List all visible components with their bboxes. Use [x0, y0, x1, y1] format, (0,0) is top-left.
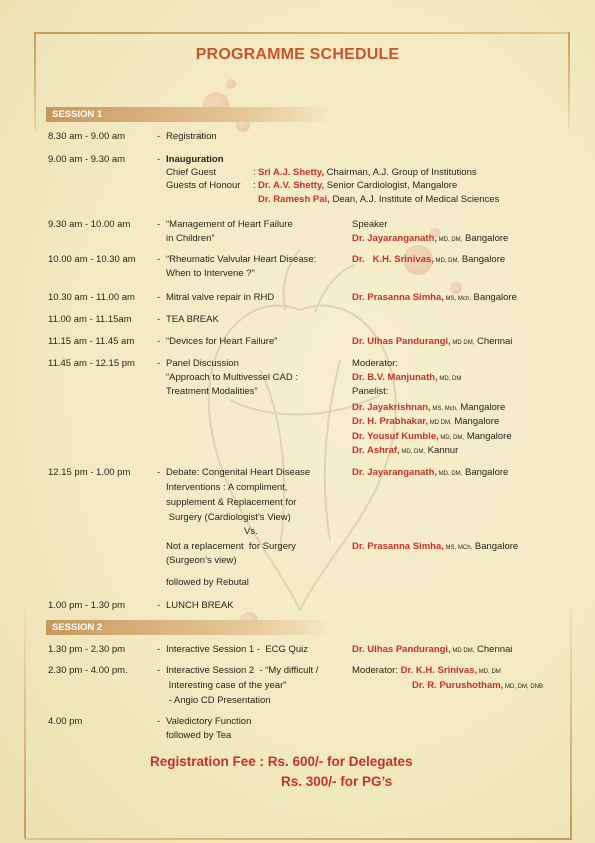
- row-description-cont: followed by Rebutal: [166, 577, 249, 588]
- moderator-qualification: MD, DM: [437, 376, 462, 382]
- panelist: [352, 430, 512, 445]
- speaker-qualification: MS, MCh,: [443, 545, 473, 551]
- decor-bubble: [226, 79, 236, 89]
- speaker: [352, 540, 518, 555]
- row-time: 1.00 pm - 1.30 pm: [48, 600, 126, 611]
- row-description: TEA BREAK: [166, 314, 219, 325]
- panelist: [352, 401, 505, 416]
- moderator-2: [412, 679, 543, 694]
- speaker-role: Speaker: [352, 219, 388, 230]
- chief-guest-colon: :: [253, 167, 256, 178]
- speaker: [352, 466, 508, 481]
- row-description-cont: Interesting case of the year”: [166, 680, 287, 691]
- panelist-qualification: MD DM,: [428, 420, 452, 426]
- speaker-name: Dr. K.H. Srinivas,: [352, 254, 434, 265]
- row-dash: -: [157, 716, 161, 727]
- speaker-place: Bangalore: [472, 541, 519, 552]
- speaker-qualification: MD, DM,: [433, 258, 460, 264]
- speaker-place: Bangalore: [470, 292, 517, 303]
- row-description: Mitral valve repair in RHD: [166, 292, 275, 303]
- speaker-name: Dr. Jayaranganath,: [352, 467, 438, 478]
- row-description: Debate: Congenital Heart Disease: [166, 467, 311, 478]
- chief-guest-detail: Chairman, A.J. Group of Institutions: [324, 167, 477, 178]
- speaker-name: Dr. Ulhas Pandurangi,: [352, 644, 451, 655]
- speaker-place: Chennai: [474, 336, 513, 347]
- speaker: [352, 643, 512, 658]
- panelist-place: Mangalore: [451, 416, 500, 427]
- speaker-name: Dr. Prasanna Simha,: [352, 292, 444, 303]
- moderator: [352, 664, 501, 679]
- speaker-place: Bangalore: [459, 254, 506, 265]
- guest-honour-2-detail: Dean, A.J. Institute of Medical Sciences: [329, 194, 500, 205]
- registration-fee-delegates: Registration Fee : Rs. 600/- for Delegates: [150, 754, 413, 769]
- panelist-place: Mangalore: [457, 402, 506, 413]
- row-time: 8.30 am - 9.00 am: [48, 131, 126, 142]
- row-description-cont: followed by Tea: [166, 730, 232, 741]
- row-description-cont: (Surgeon’s view): [166, 555, 237, 566]
- guest-honour-2: [258, 193, 499, 206]
- moderator-qualification: MD, DM: [477, 669, 501, 675]
- guest-honour-1-detail: Senior Cardiologist, Mangalore: [324, 180, 458, 191]
- guest-honour-2-name: Dr. Ramesh Pai,: [258, 194, 330, 205]
- row-description: “Management of Heart Failure: [166, 219, 293, 230]
- row-description-cont: Interventions : A compliment,: [166, 482, 288, 493]
- speaker: [352, 232, 508, 247]
- moderator-label: Moderator:: [352, 665, 398, 676]
- panelist-qualification: MD, DM,: [399, 449, 426, 455]
- panelist-qualification: MD, DM,: [438, 435, 465, 441]
- speaker-qualification: MD DM,: [450, 648, 475, 654]
- panelist-name: Dr. Ashraf,: [352, 445, 400, 456]
- row-description: Inauguration: [166, 154, 224, 165]
- row-description: “Rheumatic Valvular Heart Disease:: [166, 254, 317, 265]
- row-time: 11.15 am - 11.45 am: [48, 336, 135, 347]
- row-description: “Devices for Heart Failure”: [166, 336, 278, 347]
- row-dash: -: [157, 292, 161, 303]
- guest-honour-1: [258, 179, 457, 192]
- panelist-name: Dr. H. Prabhakar,: [352, 416, 429, 427]
- moderator: [352, 371, 461, 386]
- speaker-name: Dr. Jayaranganath,: [352, 233, 438, 244]
- session-2-header: SESSION 2: [46, 620, 336, 635]
- speaker-qualification: MS, Mch,: [443, 296, 471, 302]
- row-time: 4.00 pm: [48, 716, 83, 727]
- moderator-2-name: Dr. R. Purushotham,: [412, 680, 504, 691]
- row-time: 11.00 am - 11.15am: [48, 314, 132, 325]
- guests-of-honour-label: Guests of Honour: [166, 180, 241, 191]
- row-description: Interactive Session 1 - ECG Quiz: [166, 644, 309, 655]
- row-time: 9.00 am - 9.30 am: [48, 154, 126, 165]
- panelist-name: Dr. Jayakrishnan,: [352, 402, 431, 413]
- moderator-name: Dr. B.V. Manjunath,: [352, 372, 438, 383]
- panelist-place: Mangalore: [464, 431, 512, 442]
- speaker-name: Dr. Prasanna Simha,: [352, 541, 444, 552]
- speaker-place: Chennai: [474, 644, 513, 655]
- row-description-cont: Treatment Modalities”: [166, 386, 258, 397]
- chief-guest-name: Sri A.J. Shetty,: [258, 167, 324, 178]
- row-dash: -: [157, 644, 161, 655]
- row-description-cont: supplement & Replacement for: [166, 497, 297, 508]
- registration-fee-pg: Rs. 300/- for PG’s: [281, 774, 393, 789]
- chief-guest-label: Chief Guest: [166, 167, 217, 178]
- row-description: Panel Discussion: [166, 358, 239, 369]
- panelist: [352, 415, 499, 430]
- speaker-qualification: MD DM,: [450, 340, 475, 346]
- frame-line-bottom-left: [24, 610, 26, 840]
- row-dash: -: [157, 254, 161, 265]
- row-description: LUNCH BREAK: [166, 600, 234, 611]
- row-dash: -: [157, 665, 161, 676]
- page-title: PROGRAMME SCHEDULE: [195, 46, 400, 63]
- panelist-name: Dr. Yousuf Kumble,: [352, 431, 439, 442]
- frame-line-top: [34, 32, 570, 34]
- row-time: 10.00 am - 10.30 am: [48, 254, 136, 265]
- row-description-cont: Not a replacement for Surgery: [166, 541, 296, 552]
- guest-honour-1-name: Dr. A.V. Shetty,: [258, 180, 325, 191]
- row-dash: -: [157, 358, 161, 369]
- row-description-cont: - Angio CD Presentation: [166, 695, 271, 706]
- row-description: Registration: [166, 131, 217, 142]
- panelist-place: Kannur: [425, 445, 459, 456]
- frame-line-bottom-right: [570, 610, 572, 840]
- speaker-place: Bangalore: [462, 233, 509, 244]
- row-description: Valedictory Function: [166, 716, 252, 727]
- frame-line-bottom: [24, 838, 572, 840]
- moderator-2-qualification: MD, DM, DNB: [503, 684, 543, 690]
- row-time: 2.30 pm - 4.00 pm.: [48, 665, 128, 676]
- row-dash: -: [157, 154, 161, 165]
- speaker: [352, 291, 517, 306]
- row-description-cont: Surgery (Cardiologist’s View): [166, 512, 291, 523]
- row-time: 1.30 pm - 2.30 pm: [48, 644, 126, 655]
- speaker: [352, 253, 505, 268]
- row-time: 9.30 am - 10.00 am: [48, 219, 131, 230]
- speaker-qualification: MD, DM,: [437, 237, 463, 243]
- versus-label: Vs.: [244, 526, 258, 537]
- row-time: 11.45 am - 12.15 pm: [48, 358, 135, 369]
- row-dash: -: [157, 131, 161, 142]
- speaker-qualification: MD, DM,: [437, 471, 463, 477]
- guests-of-honour-colon: :: [253, 180, 256, 191]
- row-dash: -: [157, 336, 161, 347]
- row-description-cont: in Children”: [166, 233, 215, 244]
- moderator-label: Moderator:: [352, 358, 398, 369]
- panelist-label: Panelist:: [352, 386, 389, 397]
- chief-guest-text: [258, 166, 477, 179]
- row-time: 10.30 am - 11.00 am: [48, 292, 135, 303]
- speaker-name: Dr. Ulhas Pandurangi,: [352, 336, 451, 347]
- row-description-cont: “Approach to Multivessel CAD :: [166, 372, 298, 383]
- row-description: Interactive Session 2 - “My difficult /: [166, 665, 319, 676]
- moderator-name: Dr. K.H. Srinivas,: [400, 665, 478, 676]
- speaker-place: Bangalore: [462, 467, 509, 478]
- row-dash: -: [157, 314, 161, 325]
- row-dash: -: [157, 219, 161, 230]
- panelist-qualification: MS, Mch,: [430, 406, 458, 412]
- row-description-cont: When to Intervene ?”: [166, 268, 255, 279]
- panelist: [352, 444, 458, 459]
- row-time: 12.15 pm - 1.00 pm: [48, 467, 131, 478]
- row-dash: -: [157, 467, 161, 478]
- speaker: [352, 335, 512, 350]
- session-1-header: SESSION 1: [46, 107, 336, 122]
- row-dash: -: [157, 600, 161, 611]
